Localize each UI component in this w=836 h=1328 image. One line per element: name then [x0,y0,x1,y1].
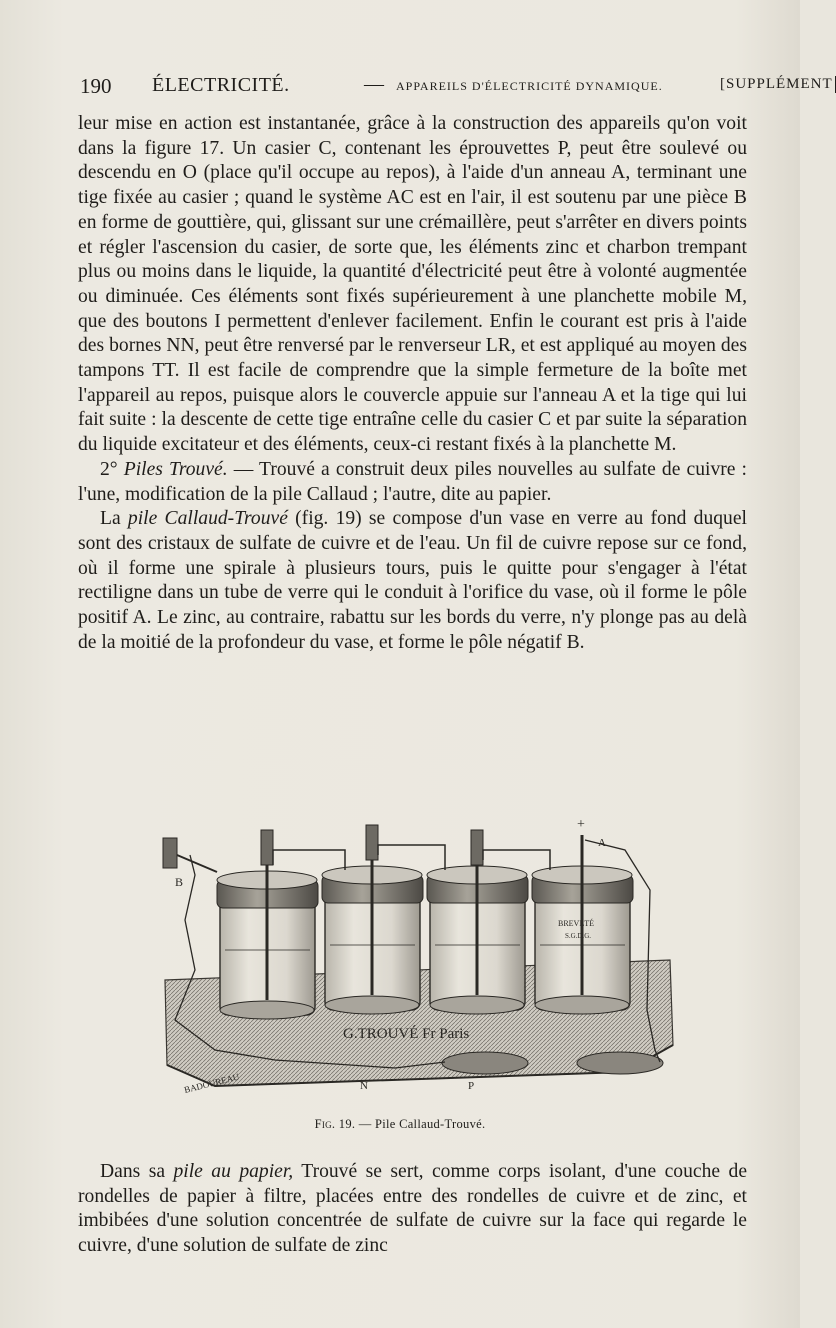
header-dash: — [364,73,384,95]
body-text-bottom [78,1160,747,1259]
paragraph-2-title: Piles Trouvé. [123,458,228,480]
battery-cell-3 [427,830,528,1014]
label-A: A [598,837,606,849]
paragraph-2-text: — Trouvé a construit deux piles nouvelles au sulfate de cuivre : l'une, modification de la pile Callaud ; l'autre, dite au papier. [78,458,748,505]
paragraph-4-title: pile au papier, [173,1161,294,1182]
paragraph-2 [78,458,747,507]
paragraph-4-lead: Dans sa [100,1161,174,1182]
connecting-wire-1 [273,850,345,870]
label-B: B [175,875,184,889]
paragraph-2-lead: 2° [100,458,124,480]
negative-terminal-coil [163,838,177,868]
battery-cell-4 [532,835,633,1014]
jar-label-line-2: S.G.D.G. [565,932,592,940]
body-text-top [78,112,747,655]
caption-text: Pile Callaud-Trouvé. [375,1117,486,1131]
running-title: ÉLECTRICITÉ. [152,74,290,96]
battery-illustration [155,810,680,1100]
caption-dash: — [358,1117,372,1131]
paragraph-4 [78,1160,747,1259]
paragraph-4-text: Trouvé se sert, comme corps isolant, d'une couche de rondelles de papier à filtre, placées entre des rondelles de cuivre et de zinc, et imbibées d'une solution concentrée de sulfate de cuivre sur la face qui regarde le cuivre, d'une solution de sulfate de zinc [78,1161,748,1257]
battery-cell-1 [217,830,318,1019]
paragraph-3-title: pile Callaud-Trouvé [127,508,288,530]
base-maker-text: G.TROUVÉ Fr Paris [343,1026,470,1042]
label-P: P [468,1080,475,1092]
caption-figure-number: Fig. 19. [314,1117,356,1131]
terminal-pad-right [577,1052,663,1074]
label-N: N [360,1080,368,1092]
paragraph-3 [78,507,747,655]
label-plus: + [577,817,585,832]
engraver-signature: BADOUREAU [183,1071,241,1095]
running-header [80,73,833,104]
jar-label-line-1: BREVETÉ [558,919,594,928]
battery-cell-2 [322,825,423,1014]
section-label: [ SUPPLÉMENT [720,76,836,93]
running-subtitle: APPAREILS D'ÉLECTRICITÉ DYNAMIQUE. [396,79,663,93]
figure-caption [0,1117,800,1132]
terminal-pad-left [442,1052,528,1074]
paragraph-3-text: (fig. 19) se compose d'un vase en verre au fond duquel sont des cristaux de sulfate de cuivre et de l'eau. Un fil de cuivre repose sur ce fond, où il forme une spirale à plusieurs tours, puis le quitte pour s'engager à l'état rectiligne dans un tube de verre qui le conduit à l'orifice du vase, où il forme le pôle positif A. Le zinc, au contraire, rabattu sur les bords du verre, n'y plonge pas au delà de la moitié de la profondeur du vase, et forme le pôle négatif B. [78,508,747,653]
paragraph-3-lead: La [100,508,128,530]
paragraph-1: leur mise en action est instantanée, grâce à la construction des appareils qu'on voit dans la figure 17. Un casier C, contenant les éprouvettes P, peut être soulevé ou descendu en O (place qu'il occupe au repos), à l'aide d'un anneau A, terminant une tige fixée au casier ; quand le système AC est en l'air, il est soutenu par une pièce B en forme de gouttière, qui, glissant sur une crémaillère, peut s'arrêter en divers points et régler l'ascension du casier, de sorte que, les éléments zinc et charbon trempant plus ou moins dans le liquide, la quantité d'électricité peut être à volonté augmentée ou diminuée. Ces éléments sont fixés supérieurement à une planchette mobile M, que des boutons I permettent d'enlever facilement. Enfin le courant est pris à l'aide des bornes NN, peut être renversé par le renverseur LR, et est appliqué au moyen des tampons TT. Il est facile de comprendre que la simple fermeture de la boîte met l'appareil au repos, puisque alors le couvercle appuie sur l'anneau A et la tige qui lui fait suite : la descente de cette tige entraîne celle du casier C et par suite la séparation du liquide excitateur et des éléments, ceux-ci restant fixés à la planchette M. [78,113,747,456]
page-number: 190 [80,74,112,98]
